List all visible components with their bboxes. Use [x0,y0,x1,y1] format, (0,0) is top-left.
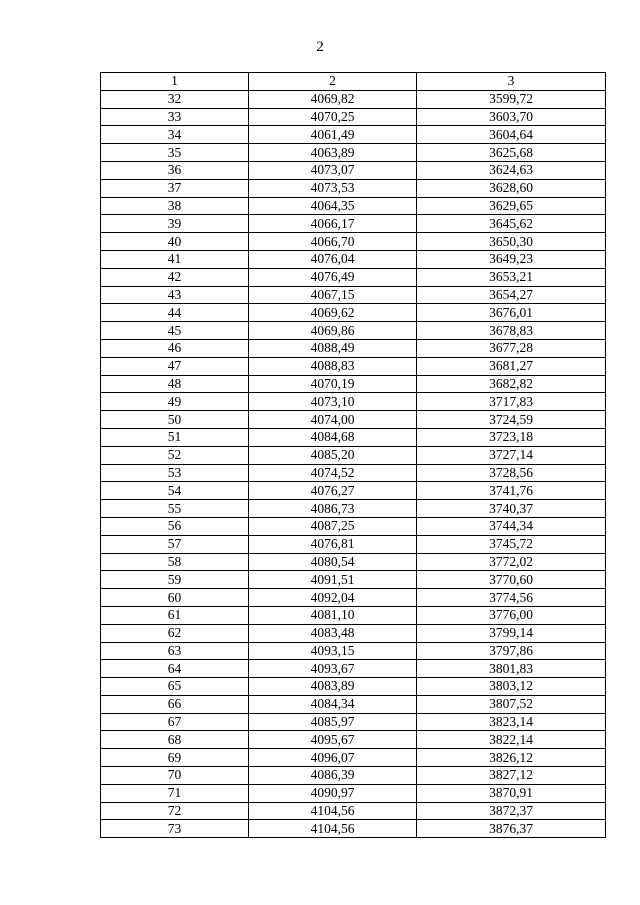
x-coordinate-cell: 4085,97 [249,713,417,731]
table-row [101,446,606,464]
y-coordinate-cell: 3629,65 [417,197,606,215]
y-coordinate-cell: 3823,14 [417,713,606,731]
table-row [101,339,606,357]
point-number-cell: 61 [101,606,249,624]
x-coordinate-cell: 4076,04 [249,250,417,268]
y-coordinate-cell: 3654,27 [417,286,606,304]
table-row [101,215,606,233]
point-number-cell: 53 [101,464,249,482]
point-number-cell: 39 [101,215,249,233]
table-row [101,820,606,838]
coordinates-table [100,72,606,838]
point-number-cell: 33 [101,108,249,126]
table-row [101,179,606,197]
point-number-cell: 57 [101,535,249,553]
x-coordinate-cell: 4083,89 [249,678,417,696]
x-coordinate-cell: 4104,56 [249,820,417,838]
table-row [101,695,606,713]
y-coordinate-cell: 3776,00 [417,606,606,624]
x-coordinate-cell: 4076,81 [249,535,417,553]
x-coordinate-cell: 4061,49 [249,126,417,144]
y-coordinate-cell: 3876,37 [417,820,606,838]
y-coordinate-cell: 3822,14 [417,731,606,749]
table-row [101,535,606,553]
x-coordinate-cell: 4093,15 [249,642,417,660]
y-coordinate-cell: 3653,21 [417,268,606,286]
x-coordinate-cell: 4073,10 [249,393,417,411]
table-row [101,589,606,607]
point-number-cell: 36 [101,161,249,179]
y-coordinate-cell: 3728,56 [417,464,606,482]
x-coordinate-cell: 4070,19 [249,375,417,393]
table-row [101,375,606,393]
y-coordinate-cell: 3745,72 [417,535,606,553]
point-number-cell: 58 [101,553,249,571]
y-coordinate-cell: 3599,72 [417,90,606,108]
table-row [101,713,606,731]
x-coordinate-cell: 4086,73 [249,500,417,518]
point-number-cell: 60 [101,589,249,607]
y-coordinate-cell: 3717,83 [417,393,606,411]
point-number-cell: 34 [101,126,249,144]
x-coordinate-cell: 4066,70 [249,233,417,251]
x-coordinate-cell: 4074,00 [249,411,417,429]
y-coordinate-cell: 3801,83 [417,660,606,678]
table-header-row [101,73,606,91]
y-coordinate-cell: 3625,68 [417,144,606,162]
point-number-cell: 73 [101,820,249,838]
x-coordinate-cell: 4090,97 [249,784,417,802]
point-number-cell: 72 [101,802,249,820]
y-coordinate-cell: 3724,59 [417,411,606,429]
x-coordinate-cell: 4087,25 [249,517,417,535]
y-coordinate-cell: 3872,37 [417,802,606,820]
point-number-cell: 69 [101,749,249,767]
table-row [101,197,606,215]
point-number-cell: 35 [101,144,249,162]
column-header-1: 1 [101,73,249,91]
x-coordinate-cell: 4069,86 [249,322,417,340]
x-coordinate-cell: 4069,62 [249,304,417,322]
y-coordinate-cell: 3827,12 [417,767,606,785]
y-coordinate-cell: 3770,60 [417,571,606,589]
table-row [101,482,606,500]
table-row [101,749,606,767]
x-coordinate-cell: 4080,54 [249,553,417,571]
page-number: 2 [316,39,324,55]
y-coordinate-cell: 3772,02 [417,553,606,571]
y-coordinate-cell: 3723,18 [417,428,606,446]
y-coordinate-cell: 3803,12 [417,678,606,696]
point-number-cell: 40 [101,233,249,251]
y-coordinate-cell: 3797,86 [417,642,606,660]
table-row [101,802,606,820]
x-coordinate-cell: 4067,15 [249,286,417,304]
y-coordinate-cell: 3807,52 [417,695,606,713]
table-row [101,642,606,660]
table-row [101,411,606,429]
table-row [101,500,606,518]
table-row [101,428,606,446]
x-coordinate-cell: 4084,68 [249,428,417,446]
x-coordinate-cell: 4093,67 [249,660,417,678]
point-number-cell: 48 [101,375,249,393]
y-coordinate-cell: 3604,64 [417,126,606,144]
point-number-cell: 65 [101,678,249,696]
point-number-cell: 38 [101,197,249,215]
point-number-cell: 51 [101,428,249,446]
table-row [101,304,606,322]
point-number-cell: 64 [101,660,249,678]
point-number-cell: 52 [101,446,249,464]
y-coordinate-cell: 3870,91 [417,784,606,802]
y-coordinate-cell: 3649,23 [417,250,606,268]
point-number-cell: 54 [101,482,249,500]
x-coordinate-cell: 4076,49 [249,268,417,286]
table-row [101,268,606,286]
table-row [101,233,606,251]
y-coordinate-cell: 3624,63 [417,161,606,179]
table-row [101,126,606,144]
x-coordinate-cell: 4088,83 [249,357,417,375]
table-row [101,624,606,642]
y-coordinate-cell: 3727,14 [417,446,606,464]
point-number-cell: 49 [101,393,249,411]
y-coordinate-cell: 3774,56 [417,589,606,607]
point-number-cell: 44 [101,304,249,322]
point-number-cell: 71 [101,784,249,802]
x-coordinate-cell: 4084,34 [249,695,417,713]
x-coordinate-cell: 4069,82 [249,90,417,108]
x-coordinate-cell: 4104,56 [249,802,417,820]
table-row [101,678,606,696]
point-number-cell: 66 [101,695,249,713]
table-row [101,464,606,482]
x-coordinate-cell: 4092,04 [249,589,417,607]
point-number-cell: 46 [101,339,249,357]
table-row [101,660,606,678]
y-coordinate-cell: 3826,12 [417,749,606,767]
column-header-2: 2 [249,73,417,91]
y-coordinate-cell: 3603,70 [417,108,606,126]
x-coordinate-cell: 4088,49 [249,339,417,357]
x-coordinate-cell: 4086,39 [249,767,417,785]
table-row [101,606,606,624]
point-number-cell: 32 [101,90,249,108]
x-coordinate-cell: 4085,20 [249,446,417,464]
y-coordinate-cell: 3740,37 [417,500,606,518]
table-row [101,286,606,304]
table-row [101,250,606,268]
y-coordinate-cell: 3677,28 [417,339,606,357]
point-number-cell: 63 [101,642,249,660]
point-number-cell: 37 [101,179,249,197]
y-coordinate-cell: 3650,30 [417,233,606,251]
point-number-cell: 45 [101,322,249,340]
y-coordinate-cell: 3682,82 [417,375,606,393]
x-coordinate-cell: 4064,35 [249,197,417,215]
y-coordinate-cell: 3744,34 [417,517,606,535]
table-row [101,731,606,749]
table-row [101,784,606,802]
x-coordinate-cell: 4095,67 [249,731,417,749]
point-number-cell: 50 [101,411,249,429]
point-number-cell: 62 [101,624,249,642]
table-row [101,767,606,785]
table-row [101,517,606,535]
table-body [101,90,606,837]
x-coordinate-cell: 4073,07 [249,161,417,179]
point-number-cell: 67 [101,713,249,731]
x-coordinate-cell: 4081,10 [249,606,417,624]
point-number-cell: 56 [101,517,249,535]
table-row [101,357,606,375]
point-number-cell: 59 [101,571,249,589]
table-row [101,90,606,108]
point-number-cell: 55 [101,500,249,518]
point-number-cell: 43 [101,286,249,304]
point-number-cell: 42 [101,268,249,286]
point-number-cell: 68 [101,731,249,749]
y-coordinate-cell: 3681,27 [417,357,606,375]
y-coordinate-cell: 3645,62 [417,215,606,233]
table-row [101,393,606,411]
table-row [101,161,606,179]
x-coordinate-cell: 4096,07 [249,749,417,767]
x-coordinate-cell: 4063,89 [249,144,417,162]
point-number-cell: 47 [101,357,249,375]
y-coordinate-cell: 3628,60 [417,179,606,197]
y-coordinate-cell: 3741,76 [417,482,606,500]
y-coordinate-cell: 3799,14 [417,624,606,642]
point-number-cell: 70 [101,767,249,785]
x-coordinate-cell: 4074,52 [249,464,417,482]
table-row [101,553,606,571]
x-coordinate-cell: 4066,17 [249,215,417,233]
x-coordinate-cell: 4070,25 [249,108,417,126]
x-coordinate-cell: 4091,51 [249,571,417,589]
table-row [101,144,606,162]
column-header-3: 3 [417,73,606,91]
x-coordinate-cell: 4076,27 [249,482,417,500]
y-coordinate-cell: 3676,01 [417,304,606,322]
x-coordinate-cell: 4083,48 [249,624,417,642]
table-row [101,108,606,126]
x-coordinate-cell: 4073,53 [249,179,417,197]
table-row [101,322,606,340]
table-row [101,571,606,589]
point-number-cell: 41 [101,250,249,268]
y-coordinate-cell: 3678,83 [417,322,606,340]
